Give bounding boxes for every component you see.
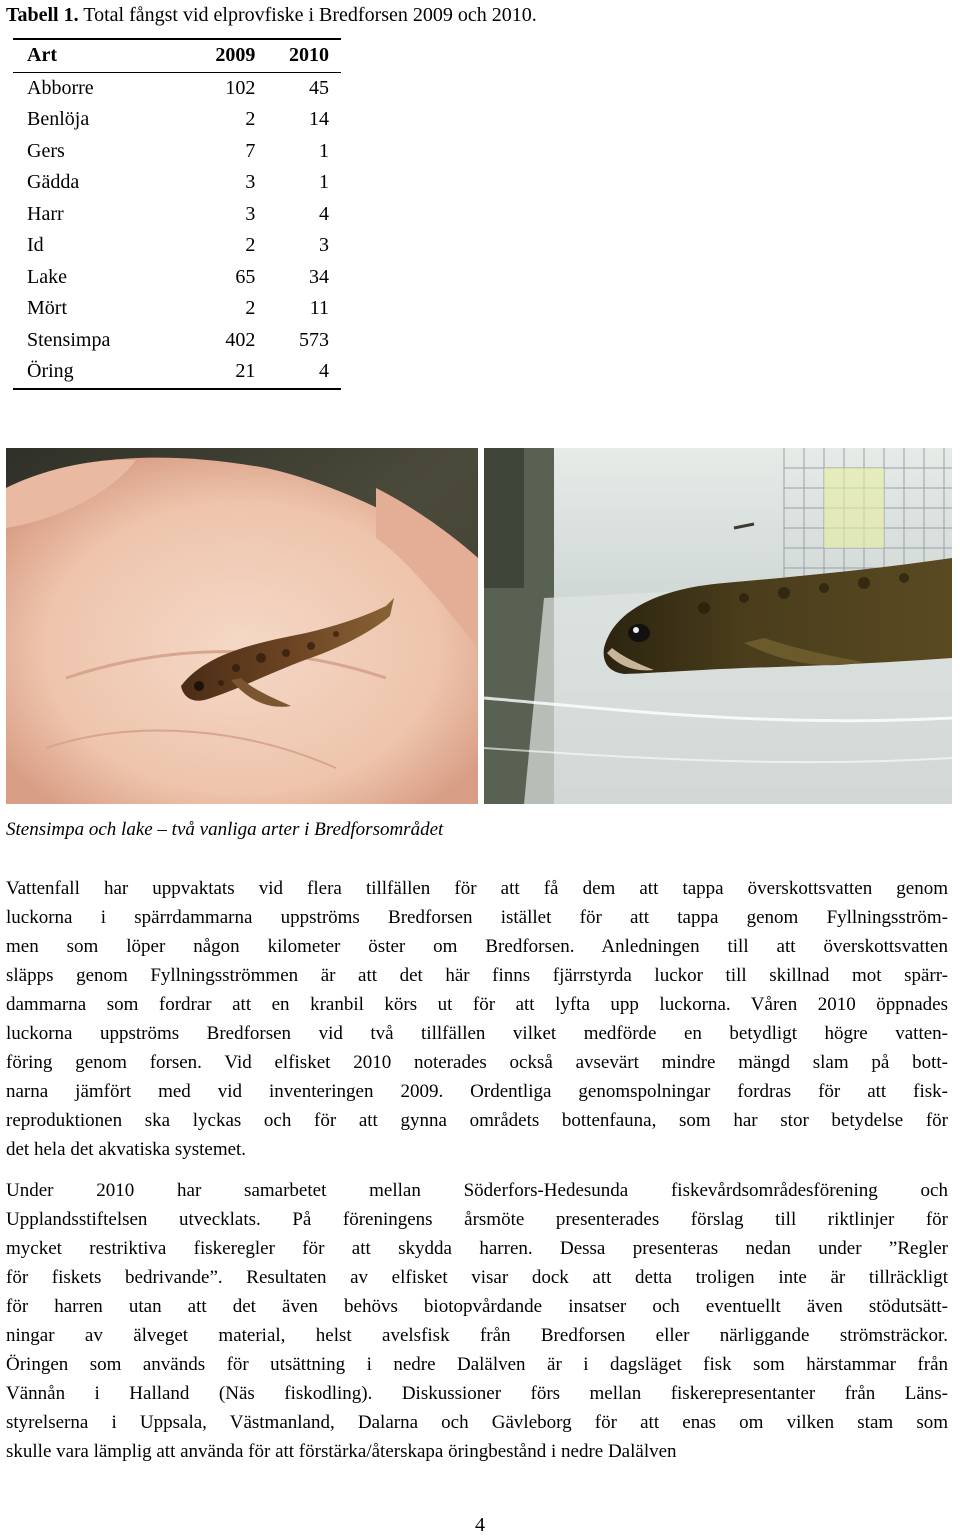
count-2010-cell: 1 — [319, 139, 329, 162]
species-cell: Öring — [27, 360, 74, 383]
table-row — [13, 104, 341, 136]
header-2009: 2009 — [215, 44, 256, 67]
photo-row — [6, 448, 952, 804]
lake-in-tray-image — [484, 448, 952, 804]
count-2009-cell: 2 — [245, 297, 256, 320]
text-line: styrelserna i Uppsala, Västmanland, Dalarna och Gävleborg för att enas om vilken stam som — [6, 1412, 948, 1433]
species-cell: Abborre — [27, 76, 94, 99]
count-2010-cell: 34 — [309, 265, 329, 288]
table-row — [13, 199, 341, 231]
table-caption — [6, 2, 537, 28]
text-line: Vännån i Halland (Näs fiskodling). Diskussioner förs mellan fiskerepresentanter från Läns- — [6, 1383, 948, 1404]
header-art: Art — [27, 44, 57, 67]
text-line: skulle vara lämplig att använda för att förstärka/återskapa öringbestånd i nedre Dalälven — [6, 1441, 677, 1462]
table-row — [13, 293, 341, 325]
species-cell: Mört — [27, 297, 67, 320]
species-cell: Gädda — [27, 171, 80, 194]
species-cell: Stensimpa — [27, 328, 111, 351]
text-line: släpps genom Fyllningsströmmen är att det här finns fjärrstyrda luckor till skillnad mot spärr- — [6, 965, 948, 986]
paragraph-2 — [6, 1176, 948, 1466]
count-2009-cell: 2 — [245, 234, 256, 257]
page-number: 4 — [475, 1514, 485, 1536]
text-line: narna jämfört med vid inventeringen 2009. Ordentliga genomspolningar fordras för att fisk- — [6, 1081, 948, 1102]
text-line: reproduktionen ska lyckas och för att gynna områdets bottenfauna, som har stor betydelse för — [6, 1110, 948, 1131]
count-2009-cell: 2 — [245, 108, 256, 131]
count-2010-cell: 4 — [319, 360, 329, 383]
table-row — [13, 136, 341, 168]
table-header-row — [13, 39, 341, 72]
count-2010-cell: 3 — [319, 234, 329, 257]
count-2010-cell: 573 — [299, 328, 329, 351]
figure-caption: Stensimpa och lake – två vanliga arter i Bredforsområdet — [6, 819, 444, 840]
count-2010-cell: 14 — [309, 108, 329, 131]
species-cell: Benlöja — [27, 108, 90, 131]
table-row — [13, 325, 341, 357]
text-line: för harren utan att det även behövs biotopvårdande insatser och eventuellt även stödutsätt- — [6, 1296, 948, 1317]
text-line: luckorna uppströms Bredforsen vid två tillfällen vilket medförde en betydligt högre vatten- — [6, 1023, 948, 1044]
count-2009-cell: 65 — [235, 265, 256, 288]
species-cell: Id — [27, 234, 44, 257]
count-2010-cell: 1 — [319, 171, 329, 194]
count-2009-cell: 3 — [245, 202, 256, 225]
count-2010-cell: 11 — [309, 297, 329, 320]
table-caption-label: Tabell 1. — [6, 4, 79, 26]
text-line: dammarna som fordrar att en kranbil körs ut för att lyfta upp luckorna. Våren 2010 öppnades — [6, 994, 948, 1015]
species-cell: Harr — [27, 202, 64, 225]
count-2010-cell: 45 — [309, 76, 329, 99]
table-body — [13, 72, 341, 389]
table-row — [13, 167, 341, 199]
header-2010: 2010 — [289, 44, 329, 67]
table-row — [13, 356, 341, 389]
text-line: Upplandsstiftelsen utvecklats. På föreningens årsmöte presenterades förslag till riktlinjer för — [6, 1209, 948, 1230]
table-row — [13, 230, 341, 262]
text-line: Under 2010 har samarbetet mellan Söderfors-Hedesunda fiskevårdsområdesförening och — [6, 1180, 948, 1201]
table-caption-text: Total fångst vid elprovfiske i Bredforsen 2009 och 2010. — [78, 4, 537, 26]
text-line: för fiskets bedrivande”. Resultaten av elfisket visar dock att detta troligen inte är tillräckligt — [6, 1267, 948, 1288]
text-line: men som löper någon kilometer öster om Bredforsen. Anledningen till att överskottsvatten — [6, 936, 948, 957]
text-line: Öringen som används för utsättning i nedre Dalälven är i dagsläget fisk som härstammar från — [6, 1354, 948, 1375]
species-cell: Gers — [27, 139, 65, 162]
catch-table — [13, 38, 341, 390]
text-line: föring genom forsen. Vid elfisket 2010 noterades också avsevärt mindre mängd slam på bott- — [6, 1052, 948, 1073]
count-2009-cell: 102 — [225, 76, 256, 99]
table-row — [13, 262, 341, 294]
table-row — [13, 72, 341, 104]
photo-stensimpa — [6, 448, 478, 804]
text-line: det hela det akvatiska systemet. — [6, 1139, 247, 1160]
species-cell: Lake — [27, 265, 67, 288]
stensimpa-in-hand-image — [6, 448, 478, 804]
count-2009-cell: 21 — [235, 360, 256, 383]
photo-lake — [484, 448, 952, 804]
text-line: mycket restriktiva fiskeregler för att skydda harren. Dessa presenteras nedan under ”Regler — [6, 1238, 948, 1259]
count-2009-cell: 3 — [245, 171, 256, 194]
text-line: luckorna i spärrdammarna uppströms Bredforsen istället för att tappa genom Fyllningsström- — [6, 907, 948, 928]
count-2009-cell: 402 — [225, 328, 256, 351]
paragraph-1 — [6, 874, 948, 1164]
text-line: ningar av älveget material, helst avelsfisk från Bredforsen eller närliggande strömsträckor. — [6, 1325, 948, 1346]
count-2010-cell: 4 — [319, 202, 329, 225]
text-line: Vattenfall har uppvaktats vid flera tillfällen för att få dem att tappa överskottsvatten genom — [6, 878, 948, 899]
count-2009-cell: 7 — [245, 139, 256, 162]
